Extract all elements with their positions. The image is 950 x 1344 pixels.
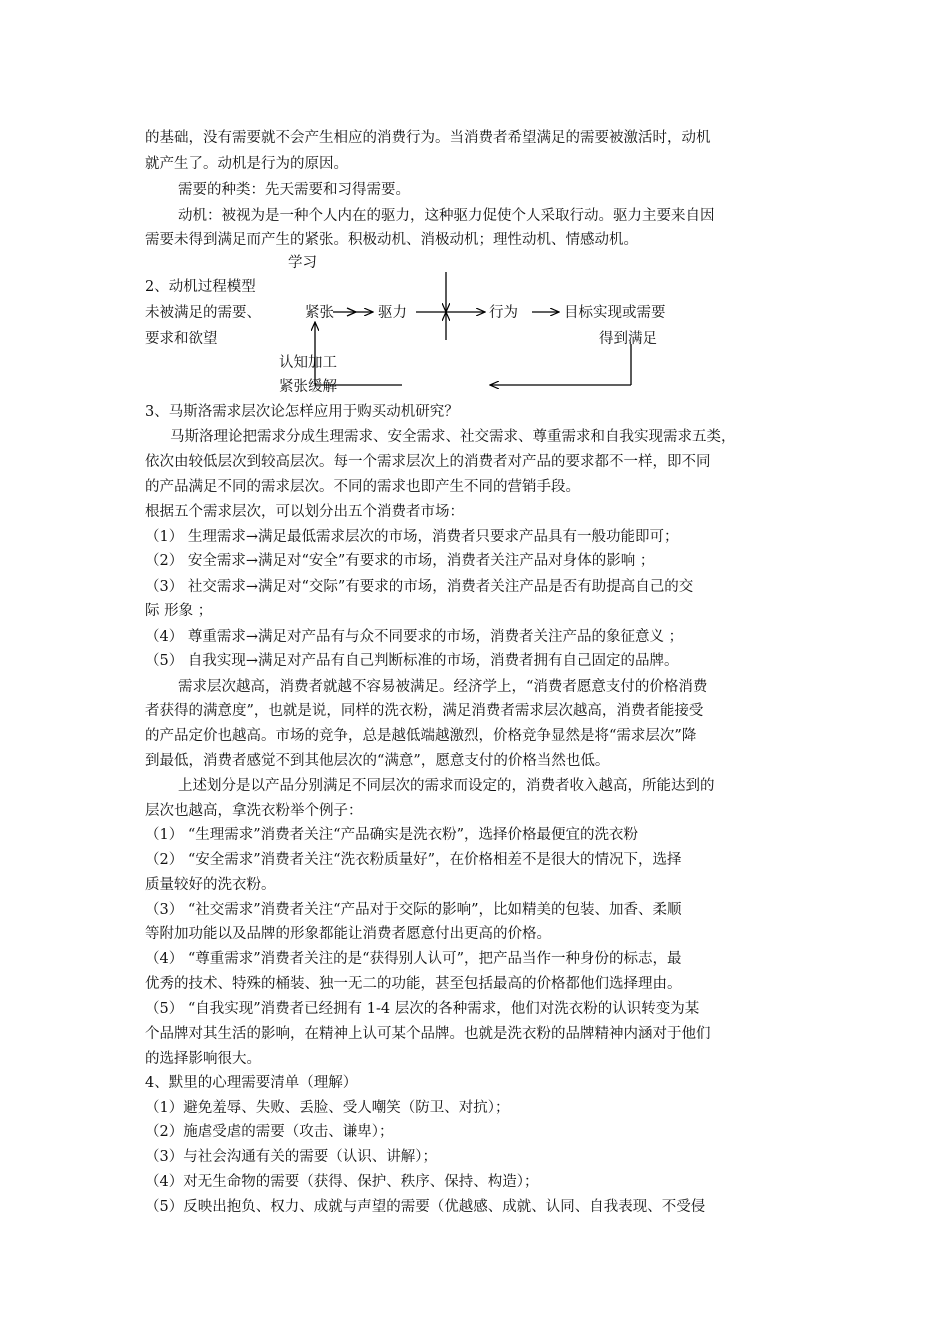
maslow-p3-line-1: 需求层次越高，消费者就越不容易被满足。经济学上，“消费者愿意支付的价格消费 xyxy=(178,679,708,695)
maslow-p3-line-2: 者获得的满意度”，也就是说，同样的洗衣粉，满足消费者需求层次越高，消费者能接受 xyxy=(145,703,704,719)
market-3: （3） 社交需求→满足对“交际”有要求的市场，消费者关注产品是否有助提高自己的交 xyxy=(145,579,694,595)
example-5: （5） “自我实现”消费者已经拥有 1-4 层次的各种需求，他们对洗衣粉的认识转变为某 xyxy=(145,1001,700,1017)
intro-line-2: 就产生了。动机是行为的原因。 xyxy=(145,156,348,172)
need-types: 需要的种类：先天需要和习得需要。 xyxy=(178,182,410,198)
murray-item-3: （3）与社会沟通有关的需要（认识、讲解）； xyxy=(145,1149,437,1165)
diagram-tension: 紧张 xyxy=(305,305,334,321)
maslow-p1-line-3: 的产品满足不同的需求层次。不同的需求也即产生不同的营销手段。 xyxy=(145,479,580,495)
maslow-p3-line-3: 的产品定价也越高。市场的竞争，总是越低端越激烈，价格竞争显然是将“需求层次”降 xyxy=(145,728,697,744)
murray-item-5: （5）反映出抱负、权力、成就与声望的需要（优越感、成就、认同、自我表现、不受侵 xyxy=(145,1199,706,1215)
diagram-need-1: 未被满足的需要、 xyxy=(145,305,261,321)
market-1: （1） 生理需求→满足最低需求层次的市场，消费者只要求产品具有一般功能即可； xyxy=(145,529,679,545)
intro-line-1: 的基础，没有需要就不会产生相应的消费行为。当消费者希望满足的需要被激活时，动机 xyxy=(145,130,711,146)
section-3-heading: 3、马斯洛需求层次论怎样应用于购买动机研究？ xyxy=(145,404,459,420)
motivation-definition-2: 需要未得到满足而产生的紧张。积极动机、消极动机；理性动机、情感动机。 xyxy=(145,232,638,248)
section-2-heading: 2、动机过程模型 xyxy=(145,279,256,295)
diagram-behavior: 行为 xyxy=(489,305,518,321)
murray-item-2: （2）施虐受虐的需要（攻击、谦卑）； xyxy=(145,1124,394,1140)
maslow-p1-line-1: 马斯洛理论把需求分成生理需求、安全需求、社交需求、尊重需求和自我实现需求五类， xyxy=(170,429,736,445)
market-4: （4） 尊重需求→满足对产品有与众不同要求的市场，消费者关注产品的象征意义 ； xyxy=(145,629,684,645)
diagram-relief: 紧张缓解 xyxy=(279,379,337,395)
diagram-need-2: 要求和欲望 xyxy=(145,331,218,347)
motivation-definition-1: 动机：被视为是一种个人内在的驱力，这种驱力促使个人采取行动。驱力主要来自因 xyxy=(178,208,715,224)
diagram-cognitive: 认知加工 xyxy=(279,355,337,371)
diagram-goal-2: 得到满足 xyxy=(599,331,657,347)
example-5-cont-1: 个品牌对其生活的影响，在精神上认可某个品牌。也就是洗衣粉的品牌精神内涵对于他们 xyxy=(145,1026,711,1042)
motivation-process-diagram xyxy=(0,0,950,420)
maslow-p4-line-2: 层次也越高，拿洗衣粉举个例子： xyxy=(145,803,363,819)
section-4-heading: 4、默里的心理需要清单（理解） xyxy=(145,1075,358,1091)
diagram-goal-1: 目标实现或需要 xyxy=(564,305,666,321)
maslow-p3-line-4: 到最低，消费者感觉不到其他层次的“满意”，愿意支付的价格当然也低。 xyxy=(145,753,610,769)
maslow-p2: 根据五个需求层次，可以划分出五个消费者市场： xyxy=(145,504,464,520)
diagram-drive: 驱力 xyxy=(378,305,407,321)
example-1: （1） “生理需求”消费者关注“产品确实是洗衣粉”，选择价格最便宜的洗衣粉 xyxy=(145,827,638,843)
example-2-cont: 质量较好的洗衣粉。 xyxy=(145,877,276,893)
murray-item-4: （4）对无生命物的需要（获得、保护、秩序、保持、构造）； xyxy=(145,1174,539,1190)
market-3-cont: 际 形象 ； xyxy=(145,603,213,619)
diagram-learning: 学习 xyxy=(288,255,317,271)
example-4: （4） “尊重需求”消费者关注的是“获得别人认可”，把产品当作一种身份的标志，最 xyxy=(145,951,682,967)
market-2: （2） 安全需求→满足对“安全”有要求的市场，消费者关注产品对身体的影响 ； xyxy=(145,553,655,569)
example-3-cont: 等附加功能以及品牌的形象都能让消费者愿意付出更高的价格。 xyxy=(145,926,551,942)
maslow-p4-line-1: 上述划分是以产品分别满足不同层次的需求而设定的，消费者收入越高，所能达到的 xyxy=(178,778,715,794)
example-4-cont: 优秀的技术、特殊的桶装、独一无二的功能，甚至包括最高的价格都他们选择理由。 xyxy=(145,976,682,992)
maslow-p1-line-2: 依次由较低层次到较高层次。每一个需求层次上的消费者对产品的要求都不一样，即不同 xyxy=(145,454,711,470)
market-5: （5） 自我实现→满足对产品有自己判断标准的市场，消费者拥有自己固定的品牌。 xyxy=(145,653,679,669)
example-2: （2） “安全需求”消费者关注“洗衣粉质量好”，在价格相差不是很大的情况下，选择 xyxy=(145,852,682,868)
murray-item-1: （1）避免羞辱、失败、丢脸、受人嘲笑（防卫、对抗）； xyxy=(145,1100,510,1116)
example-5-cont-2: 的选择影响很大。 xyxy=(145,1051,261,1067)
example-3: （3） “社交需求”消费者关注“产品对于交际的影响”，比如精美的包装、加香、柔顺 xyxy=(145,902,682,918)
